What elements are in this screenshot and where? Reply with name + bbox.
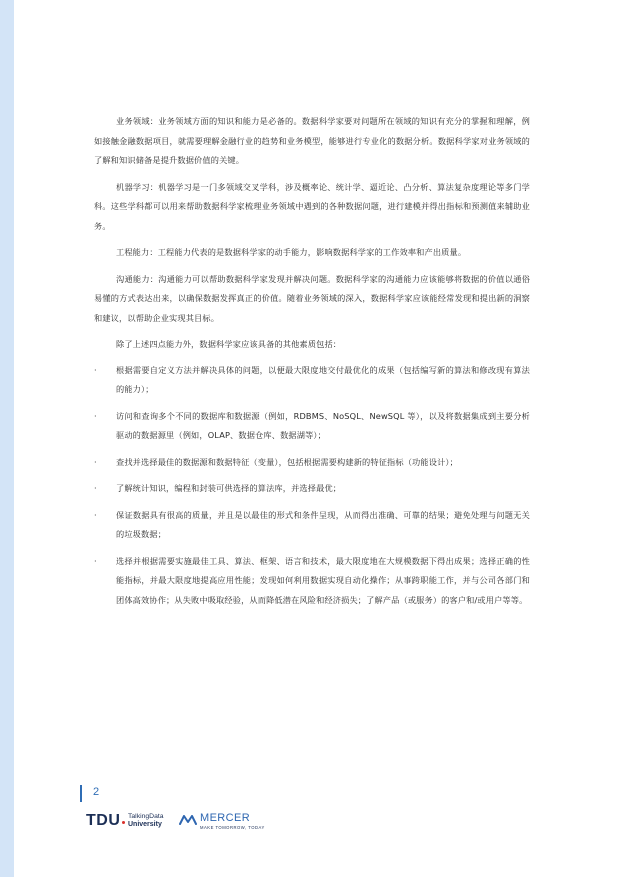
bullet-dot-icon: · <box>94 483 97 493</box>
tdu-logo: TDU <box>86 812 121 829</box>
body-text <box>94 112 530 617</box>
left-decorative-strip <box>0 0 14 877</box>
bullet-dot-icon: · <box>94 364 97 375</box>
tdu-name-line1: TalkingData <box>128 813 164 820</box>
tdu-name <box>128 813 164 829</box>
list-item <box>94 506 530 545</box>
list-item <box>94 453 530 473</box>
paragraph-intro: 除了上述四点能力外，数据科学家应该具备的其他素质包括： <box>116 339 342 349</box>
list-item-text: 访问和查询多个不同的数据库和数据源（例如，RDBMS、NoSQL、NewSQL 等），以及将数据集成到主要分析驱动的数据源里（例如，OLAP、数据仓库、数据湖等）； <box>116 410 530 440</box>
paragraph-communication: 沟通能力：沟通能力可以帮助数据科学家发现并解决问题。数据科学家的沟通能力应该能够将数据的价值以通俗易懂的方式表达出来，以确保数据发挥真正的价值。随着业务领域的深入，数据科学家应该能经常发现和提出新的洞察和建议，以帮助企业实现其目标。 <box>94 273 530 323</box>
mercer-logo-icon <box>179 815 197 825</box>
list-item-text: 保证数据具有很高的质量，并且是以最佳的形式和条件呈现，从而得出准确、可靠的结果；避免处理与问题无关的垃圾数据； <box>116 509 530 539</box>
mercer-tagline: MAKE TOMORROW, TODAY <box>200 825 265 830</box>
bullet-dot-icon: · <box>94 509 97 520</box>
bullet-dot-icon: · <box>94 410 97 421</box>
list-item <box>94 407 530 446</box>
paragraph-engineering: 工程能力：工程能力代表的是数据科学家的动手能力，影响数据科学家的工作效率和产出质量。 <box>116 247 467 257</box>
bullet-dot-icon: · <box>94 456 97 467</box>
list-item <box>94 361 530 400</box>
tdu-name-line2: University <box>128 821 162 828</box>
page-number: 2 <box>93 786 100 798</box>
list-item <box>94 479 530 499</box>
list-item <box>94 552 530 611</box>
list-item-text: 查找并选择最佳的数据源和数据特征（变量），包括根据需要构建新的特征指标（功能设计）； <box>116 456 458 467</box>
qualities-list <box>94 361 530 611</box>
footer-logos <box>86 812 286 834</box>
paragraph-business-domain: 业务领域：业务领域方面的知识和能力是必备的。数据科学家要对问题所在领域的知识有充分的掌握和理解，例如接触金融数据项目，就需要理解金融行业的趋势和业务模型，能够进行专业化的数据分析。数据科学家对业务领域的了解和知识储备是提升数据价值的关键。 <box>94 116 530 165</box>
list-item-text: 了解统计知识，编程和封装可供选择的算法库，并选择最优； <box>116 483 342 493</box>
mercer-logo: MERCER <box>200 812 251 824</box>
page-number-bar <box>80 785 82 802</box>
paragraph-machine-learning: 机器学习：机器学习是一门多领域交叉学科，涉及概率论、统计学、逼近论、凸分析、算法复杂度理论等多门学科。这些学科都可以用来帮助数据科学家梳理业务领域中遇到的各种数据问题，进行建模并得出指标和预测值来辅助业务。 <box>94 181 530 231</box>
bullet-dot-icon: · <box>94 555 97 566</box>
tdu-dot-icon <box>122 821 125 824</box>
list-item-text: 根据需要自定义方法并解决具体的问题，以便最大限度地交付最优化的成果（包括编写新的算法和修改现有算法的能力）； <box>116 364 530 394</box>
list-item-text: 选择并根据需要实施最佳工具、算法、框架、语言和技术，最大限度地在大规模数据下得出成果；选择正确的性能指标，并最大限度地提高应用性能；发现如何利用数据实现自动化操作；从事跨职能工作，并与公司各部门和团体高效协作；从失败中吸取经验，从而降低潜在风险和经济损失；了解产品（或服务）的客户和/或用户等等。 <box>116 555 530 605</box>
